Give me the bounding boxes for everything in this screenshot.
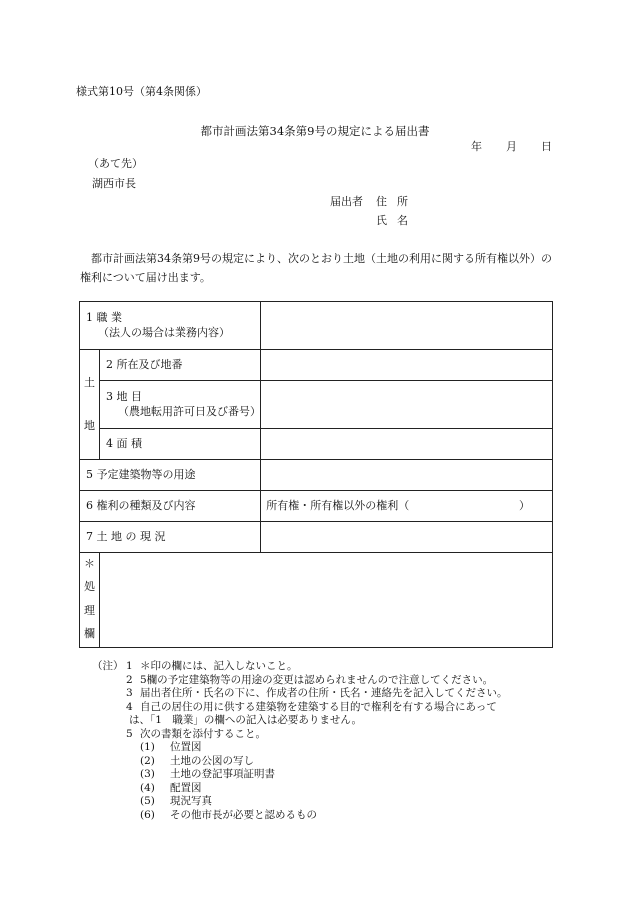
document-item xyxy=(92,795,508,809)
document-item xyxy=(92,782,508,796)
building-use-label: 5 予定建築物等の用途 xyxy=(80,460,261,491)
note-text: 5欄の予定建築物等の用途の変更は認められませんので注意してください。 xyxy=(140,673,494,686)
note-text: は、「1 職業」の欄への記入は必要ありません。 xyxy=(129,714,363,726)
document-text: 現況写真 xyxy=(170,795,212,807)
processing-field xyxy=(99,553,552,648)
processing-char: 処 xyxy=(83,580,95,594)
form-number: 様式第10号（第4条関係） xyxy=(76,85,207,98)
document-number: (3) xyxy=(140,768,155,780)
land-condition-label: 7 土 地 の 現 況 xyxy=(80,522,261,553)
note-number: 3 xyxy=(126,687,133,699)
addressee-label: （あて先） xyxy=(88,157,143,170)
applicant-label: 届出者 xyxy=(330,195,363,208)
processing-char: 欄 xyxy=(83,626,95,640)
note-number: 4 xyxy=(126,700,133,713)
note-text: 届出者住所・氏名の下に、作成者の住所・氏名・連絡先を記入してください。 xyxy=(140,687,508,699)
document-title: 都市計画法第34条第9号の規定による届出書 xyxy=(200,124,430,138)
location-field[interactable] xyxy=(261,350,553,381)
land-category-sub-label: （農地転用許可日及び番号） xyxy=(117,404,261,418)
row-occupation xyxy=(80,302,553,350)
document-number: (4) xyxy=(140,781,155,794)
land-category-label-cell xyxy=(99,381,260,429)
land-char: 土 xyxy=(83,376,95,390)
date-month: 月 xyxy=(506,140,517,153)
note-number: 2 xyxy=(126,673,133,686)
document-text: その他市長が必要と認めるもの xyxy=(170,808,317,821)
note-item xyxy=(92,701,508,715)
document-text: 位置図 xyxy=(170,741,202,753)
document-text: 配置図 xyxy=(170,781,202,794)
document-text: 土地の公図の写し xyxy=(170,754,254,767)
occupation-field[interactable] xyxy=(261,302,553,350)
land-category-label: 3 地 目 xyxy=(105,390,142,404)
rights-label: 6 権利の種類及び内容 xyxy=(80,491,261,522)
document-number: (5) xyxy=(140,795,155,807)
document-item xyxy=(92,755,508,769)
land-char: 地 xyxy=(83,418,95,432)
land-category-field[interactable] xyxy=(261,381,553,429)
note-text: 自己の居住の用に供する建築物を建築する目的で権利を有する場合にあって xyxy=(140,700,497,713)
document-item xyxy=(92,809,508,823)
document-text: 土地の登記事項証明書 xyxy=(170,768,275,780)
rights-value: 所有権・所有権以外の権利（ xyxy=(266,498,410,512)
processing-char: 理 xyxy=(83,603,95,617)
row-area xyxy=(80,429,553,460)
row-building-use xyxy=(80,460,553,491)
name-label: 氏名 xyxy=(376,214,418,227)
row-processing xyxy=(80,553,553,648)
row-location xyxy=(80,350,553,381)
date-year: 年 xyxy=(471,140,482,153)
document-item xyxy=(92,768,508,782)
notes-section xyxy=(92,660,508,822)
rights-value-close: ） xyxy=(519,498,530,512)
note-text: 次の書類を添付すること。 xyxy=(140,727,266,740)
application-table xyxy=(79,301,553,648)
note-item xyxy=(92,660,508,674)
occupation-label: 1 職 業 xyxy=(86,311,122,325)
area-label: 4 面 積 xyxy=(99,429,260,460)
land-condition-field[interactable] xyxy=(261,522,553,553)
document-number: (1) xyxy=(140,741,155,753)
processing-char: ＊ xyxy=(83,557,95,570)
row-land-category xyxy=(80,381,553,429)
note-item xyxy=(92,687,508,701)
land-group-label xyxy=(80,350,100,460)
note-number: 1 xyxy=(126,660,133,672)
note-item-continuation xyxy=(92,714,508,728)
note-number: 5 xyxy=(126,727,133,740)
location-label: 2 所在及び地番 xyxy=(99,350,260,381)
document-item xyxy=(92,741,508,755)
addressee: 湖西市長 xyxy=(92,177,136,190)
processing-label xyxy=(80,553,100,648)
address-label: 住所 xyxy=(376,195,418,208)
note-text: ＊印の欄には、記入しないこと。 xyxy=(140,660,298,672)
building-use-field[interactable] xyxy=(261,460,553,491)
note-item xyxy=(92,674,508,688)
row-rights xyxy=(80,491,553,522)
document-number: (6) xyxy=(140,808,155,821)
document-number: (2) xyxy=(140,754,155,767)
row-land-condition xyxy=(80,522,553,553)
rights-field[interactable] xyxy=(261,491,553,522)
occupation-label-cell xyxy=(80,302,261,350)
notes-prefix: （注） xyxy=(92,660,124,672)
body-text: 都市計画法第34条第9号の規定により、次のとおり土地（土地の利用に関する所有権以外）の権利について届け出ます。 xyxy=(80,252,552,284)
date-day: 日 xyxy=(541,140,552,153)
note-item xyxy=(92,728,508,742)
occupation-sub-label: （法人の場合は業務内容） xyxy=(98,325,230,339)
area-field[interactable] xyxy=(261,429,553,460)
